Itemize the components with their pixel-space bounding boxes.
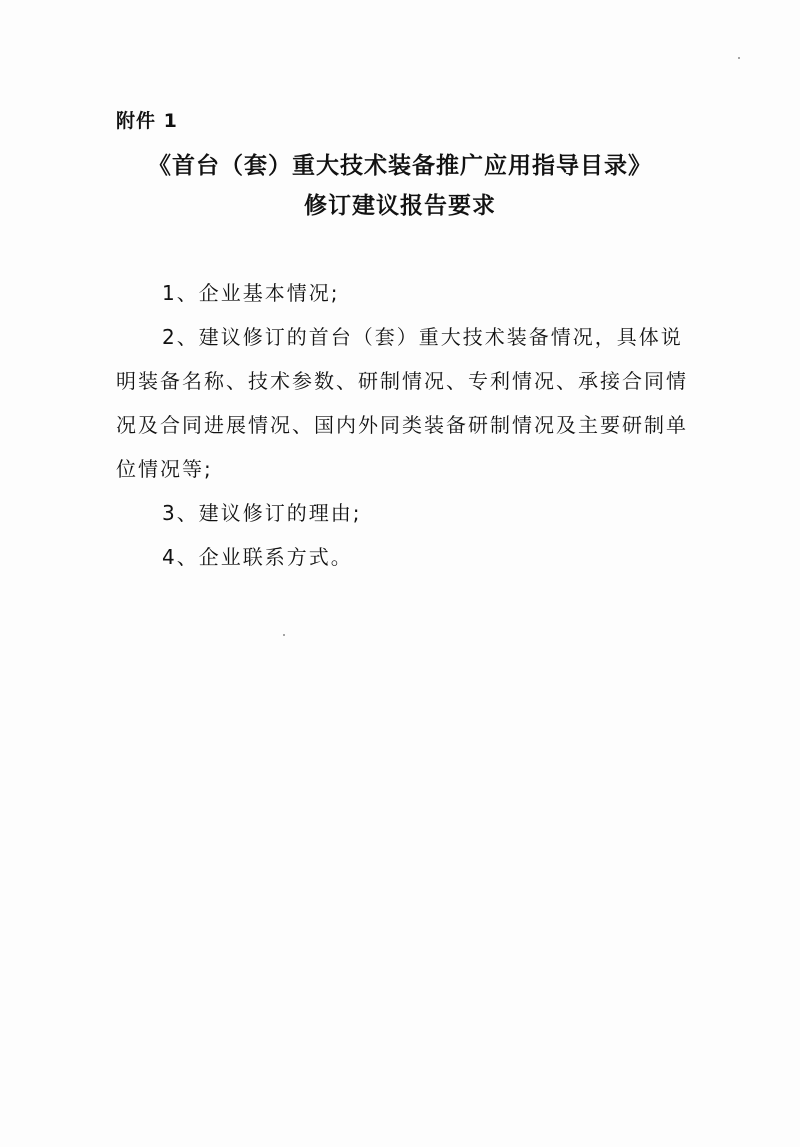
item-2-line-4: 位情况等;	[116, 457, 213, 481]
scan-speck	[283, 634, 285, 636]
item-1: 1、企业基本情况;	[162, 281, 340, 305]
document-title-line-2: 修订建议报告要求	[304, 193, 496, 219]
item-4: 4、企业联系方式。	[162, 545, 353, 569]
scan-speck	[738, 57, 740, 59]
item-2-line-2: 明装备名称、技术参数、研制情况、专利情况、承接合同情	[116, 369, 688, 393]
item-2-line-3: 况及合同进展情况、国内外同类装备研制情况及主要研制单	[116, 413, 688, 437]
item-2-line-1: 2、建议修订的首台（套）重大技术装备情况，具体说	[162, 325, 683, 349]
item-3: 3、建议修订的理由;	[162, 501, 362, 525]
attachment-label: 附件 1	[116, 110, 178, 132]
document-title-line-1: 《首台（套）重大技术装备推广应用指导目录》	[148, 153, 652, 179]
